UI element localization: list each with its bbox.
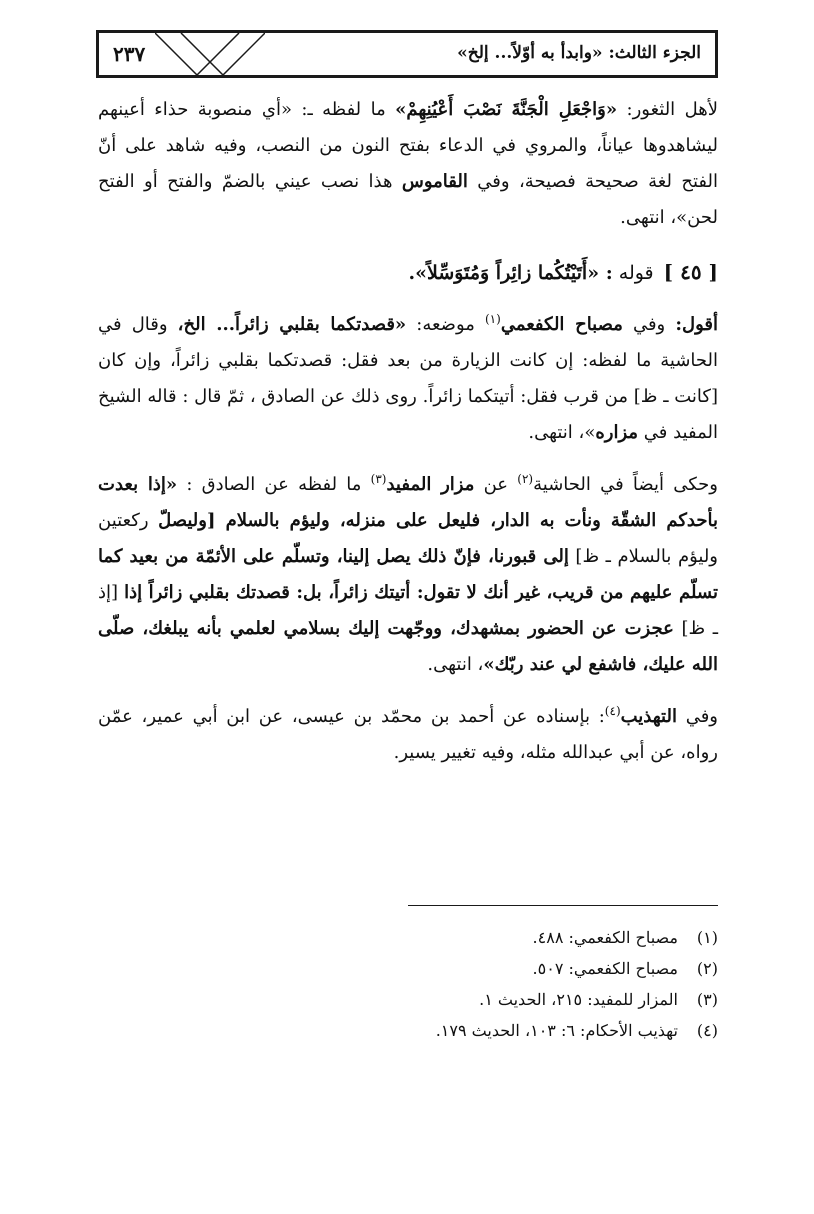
p1-quote: «وَاجْعَلِ الْجَنَّةَ نَصْبَ أَعْيُنِهِمْ» xyxy=(395,99,618,120)
p4-source-tahdhib: التهذيب xyxy=(620,706,677,727)
section-lead: قوله xyxy=(612,262,654,284)
p2-source-mazar: مزاره xyxy=(595,422,639,443)
footnote-separator xyxy=(408,905,718,906)
footnote-number: (٣) xyxy=(696,990,718,1009)
footnote-1 xyxy=(98,922,718,953)
p2-text-d: موضعه: xyxy=(406,314,485,335)
p3-text-f: ركعتين وليؤم بالسلام ـ ظ] xyxy=(98,510,718,567)
p3-source-mufid: مزار المفيد xyxy=(386,474,475,495)
footnote-text: تهذيب الأحكام: ٦: ١٠٣، الحديث ١٧٩. xyxy=(435,1021,678,1040)
footnote-ref-3: (٣) xyxy=(370,472,387,486)
p4-text-c: : بإسناده عن أحمد بن محمّد بن عيسى، عن ابن أبي عمير، عمّن رواه، عن أبي عبدالله مثله، وفيه تغيير يسير. xyxy=(98,706,718,763)
paragraph-1 xyxy=(98,92,718,236)
section-heading-45 xyxy=(98,254,718,291)
p2-text-f: وقال في الحاشية ما لفظه: إن كانت الزيارة من بعد فقل: قصدتكما بقلبي زائراً، وإن كان [كانت ـ ظ] من قرب فقل: أتيتكما زائراً. روى ذلك عن الصادق ، ثمّ قال : قاله الشيخ المفيد في xyxy=(98,314,718,443)
p2-quote: «قصدتكما بقلبي زائراً... الخ، xyxy=(177,314,407,335)
footnote-number: (١) xyxy=(696,928,718,947)
footnote-4 xyxy=(98,1015,718,1046)
p1-source-qamus: القاموس xyxy=(401,171,468,192)
footnote-ref-4: (٤) xyxy=(604,704,621,718)
p4-text-a: وفي xyxy=(676,706,718,727)
footnote-number: (٤) xyxy=(696,1021,718,1040)
p1-text-a: لأهل الثغور: xyxy=(617,99,719,120)
p1-text-e: هذا نصب عيني بالضمّ والفتح أو الفتح لحن»، انتهى. xyxy=(98,171,718,228)
footnote-text: مصباح الكفعمي: ٤٨٨. xyxy=(532,928,678,947)
section-quote: : «أَتَيْتُكُما زائِراً وَمُتَوَسِّلاً». xyxy=(408,262,613,284)
paragraph-2 xyxy=(98,307,718,451)
paragraph-4 xyxy=(98,699,718,771)
p3-text-a: وحكى أيضاً في الحاشية xyxy=(533,474,718,495)
p3-quote-2: إلى قبورنا، فإنّ ذلك يصل إلينا، وتسلّم على الأئمّة من بعيد كما تسلّم عليهم من قريب، غير أنك لا تقول: أتيتك زائراً، بل: قصدتك بقلبي زائراً إذا xyxy=(98,546,718,603)
paragraph-3 xyxy=(98,467,718,683)
p1-text-c: ما لفظه ـ: «أي منصوبة حذاء أعينهم ليشاهدوها عياناً، والمروي في الدعاء بفتح النون من النصب، وفيه شاهد على أنّ الفتح لغة صحيحة فصيحة، وفي xyxy=(98,99,718,192)
p2-text-h: »، انتهى. xyxy=(528,422,596,443)
footnotes xyxy=(98,922,718,1046)
p3-text-d: ما لفظه عن الصادق : xyxy=(177,474,371,495)
footnote-3 xyxy=(98,984,718,1015)
page-number: ٢٣٧ xyxy=(113,42,146,66)
p3-text-j: ، انتهى. xyxy=(427,654,484,675)
header-ornament xyxy=(155,33,265,75)
p2-source-misbah: مصباح الكفعمي xyxy=(500,314,623,335)
p3-quote-1: «إذا بعدت بأحدكم الشقّة ونأت به الدار، فليعل على منزله، وليؤم بالسلام [وليصلّ xyxy=(98,474,718,531)
footnote-number: (٢) xyxy=(696,959,718,978)
p2-text-b: وفي xyxy=(622,314,676,335)
footnote-text: المزار للمفيد: ٢١٥، الحديث ١. xyxy=(479,990,678,1009)
footnote-ref-1: (١) xyxy=(484,312,501,326)
p3-quote-3: عجزت عن الحضور بمشهدك، ووجّهت إليك بسلامي لعلمي بأنه يبلغك، صلّى الله عليك، فاشفع لي عند ربّك» xyxy=(98,618,718,675)
footnote-ref-2: (٢) xyxy=(517,472,534,486)
p3-text-h: [إذ ـ ظ] xyxy=(98,582,719,639)
p2-aqulu: أقول: xyxy=(675,314,718,335)
section-number: [ ٤٥ ] xyxy=(663,260,718,284)
body-text xyxy=(98,92,718,771)
running-header xyxy=(96,30,718,78)
footnote-2 xyxy=(98,953,718,984)
p3-text-b: عن xyxy=(474,474,518,495)
footnote-text: مصباح الكفعمي: ٥٠٧. xyxy=(532,959,678,978)
header-title: الجزء الثالث: «وابدأ به أوّلاً... إلخ» xyxy=(457,43,701,63)
